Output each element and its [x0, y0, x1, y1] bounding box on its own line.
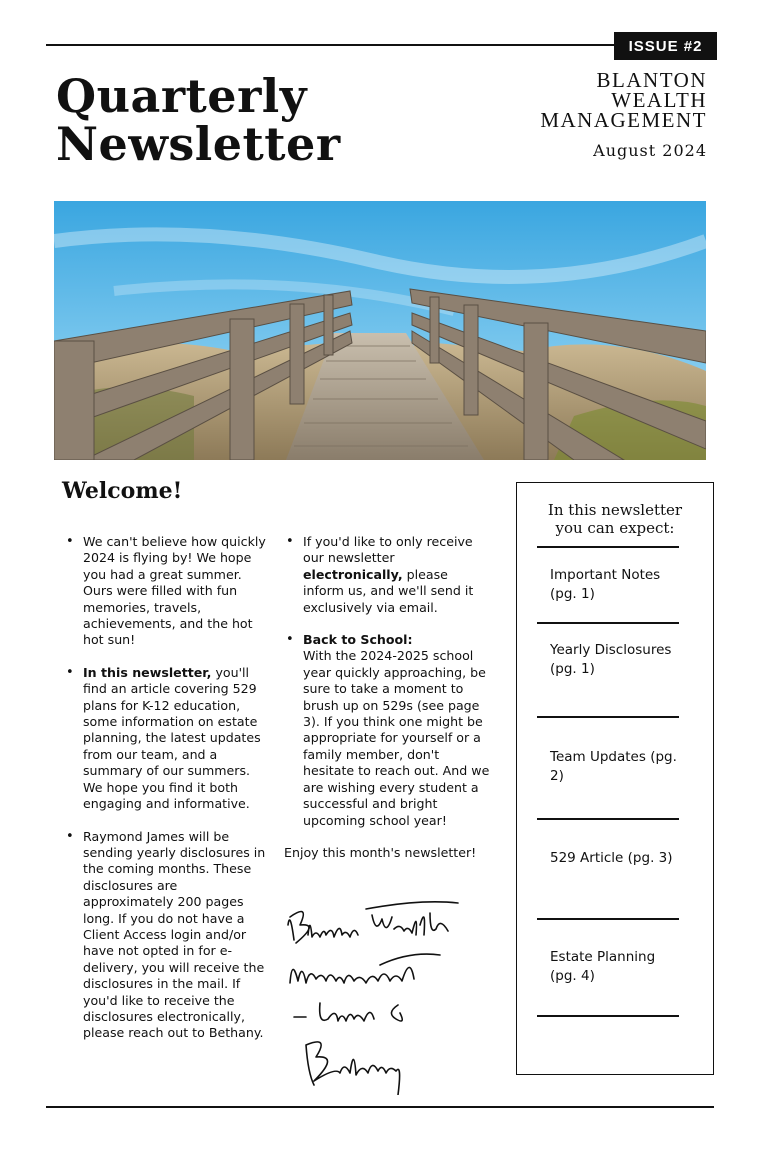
toc-divider [537, 1015, 679, 1017]
bullet-bold: electronically, [303, 566, 403, 582]
list-item-disclosures [64, 829, 270, 1042]
toc-item-team-updates: Team Updates (pg. 2) [550, 749, 677, 784]
bottom-rule [46, 1106, 714, 1108]
toc-item-important-notes: Important Notes (pg. 1) [550, 567, 661, 602]
welcome-column-left [64, 534, 270, 1058]
table-of-contents [516, 482, 714, 1075]
toc-divider [537, 818, 679, 820]
list-item-back-to-school [284, 632, 492, 829]
toc-item-529-article: 529 Article (pg. 3) [550, 850, 673, 866]
bullet-text: Raymond James will be sending yearly disclosures in the coming months. These disclosures are approximately 200 pages long. If you do not have a Client Access login and/or have not opted in for e-delivery, you will receive the disclosures in the mail. If you'd like to receive the disclosures electronically, please reach out to Bethany. [83, 828, 266, 1041]
newsletter-title [56, 69, 341, 171]
brand-line-1: BLANTON [596, 68, 707, 92]
title-line-1: Quarterly [56, 69, 308, 123]
brand-name [540, 70, 707, 130]
toc-item-yearly-disclosures: Yearly Disclosures (pg. 1) [550, 642, 672, 677]
handwritten-signature [280, 895, 470, 1095]
list-item-in-this-newsletter [64, 665, 270, 813]
bullet-text: With the 2024-2025 school year quickly approaching, be sure to take a moment to brush up on 529s (see page 3). If you think one might be appropriate for yourself or a family member, don't hesitate to reach out. And we are wishing every student a successful and bright upcoming school year! [303, 648, 490, 828]
list-item-electronic-delivery [284, 534, 492, 616]
welcome-list-right [284, 534, 492, 829]
bullet-text: We can't believe how quickly 2024 is flying by! We hope you had a great summer. Ours were filled with fun memories, travels, achievements, and the hot hot sun! [83, 534, 266, 648]
toc-divider [537, 622, 679, 624]
signature-graphic [280, 895, 470, 1095]
brand-line-3: MANAGEMENT [540, 108, 707, 132]
toc-divider [537, 716, 679, 718]
toc-item-estate-planning: Estate Planning (pg. 4) [550, 949, 656, 984]
welcome-heading: Welcome! [62, 478, 183, 504]
closing-line: Enjoy this month's newsletter! [284, 844, 477, 860]
toc-divider [537, 546, 679, 548]
boardwalk-illustration [54, 201, 706, 460]
issue-date: August 2024 [593, 141, 707, 160]
top-rule [46, 44, 616, 46]
toc-heading [517, 501, 713, 537]
bullet-text: you'll find an article covering 529 plans for K-12 education, some information on estate planning, the latest updates from our team, and a summary of our summers. We hope you find it both engaging and informative. [83, 664, 261, 812]
toc-divider [537, 918, 679, 920]
bullet-bold: Back to School: [303, 632, 413, 648]
bullet-bold: In this newsletter, [83, 664, 212, 680]
bullet-text: If you'd like to only receive our newsletter [303, 534, 473, 566]
title-line-2: Newsletter [56, 117, 341, 171]
toc-heading-line-1: In this newsletter [547, 501, 683, 519]
welcome-column-right [284, 534, 492, 861]
bullet-text: please inform us, and we'll send it exclusively via email. [303, 566, 474, 615]
toc-heading-line-2: you can expect: [555, 519, 675, 537]
brand-line-2: WEALTH [611, 88, 707, 112]
welcome-list-left [64, 534, 270, 1042]
boardwalk-photo [54, 201, 706, 460]
issue-badge: ISSUE #2 [614, 32, 717, 60]
list-item-year-intro [64, 534, 270, 649]
